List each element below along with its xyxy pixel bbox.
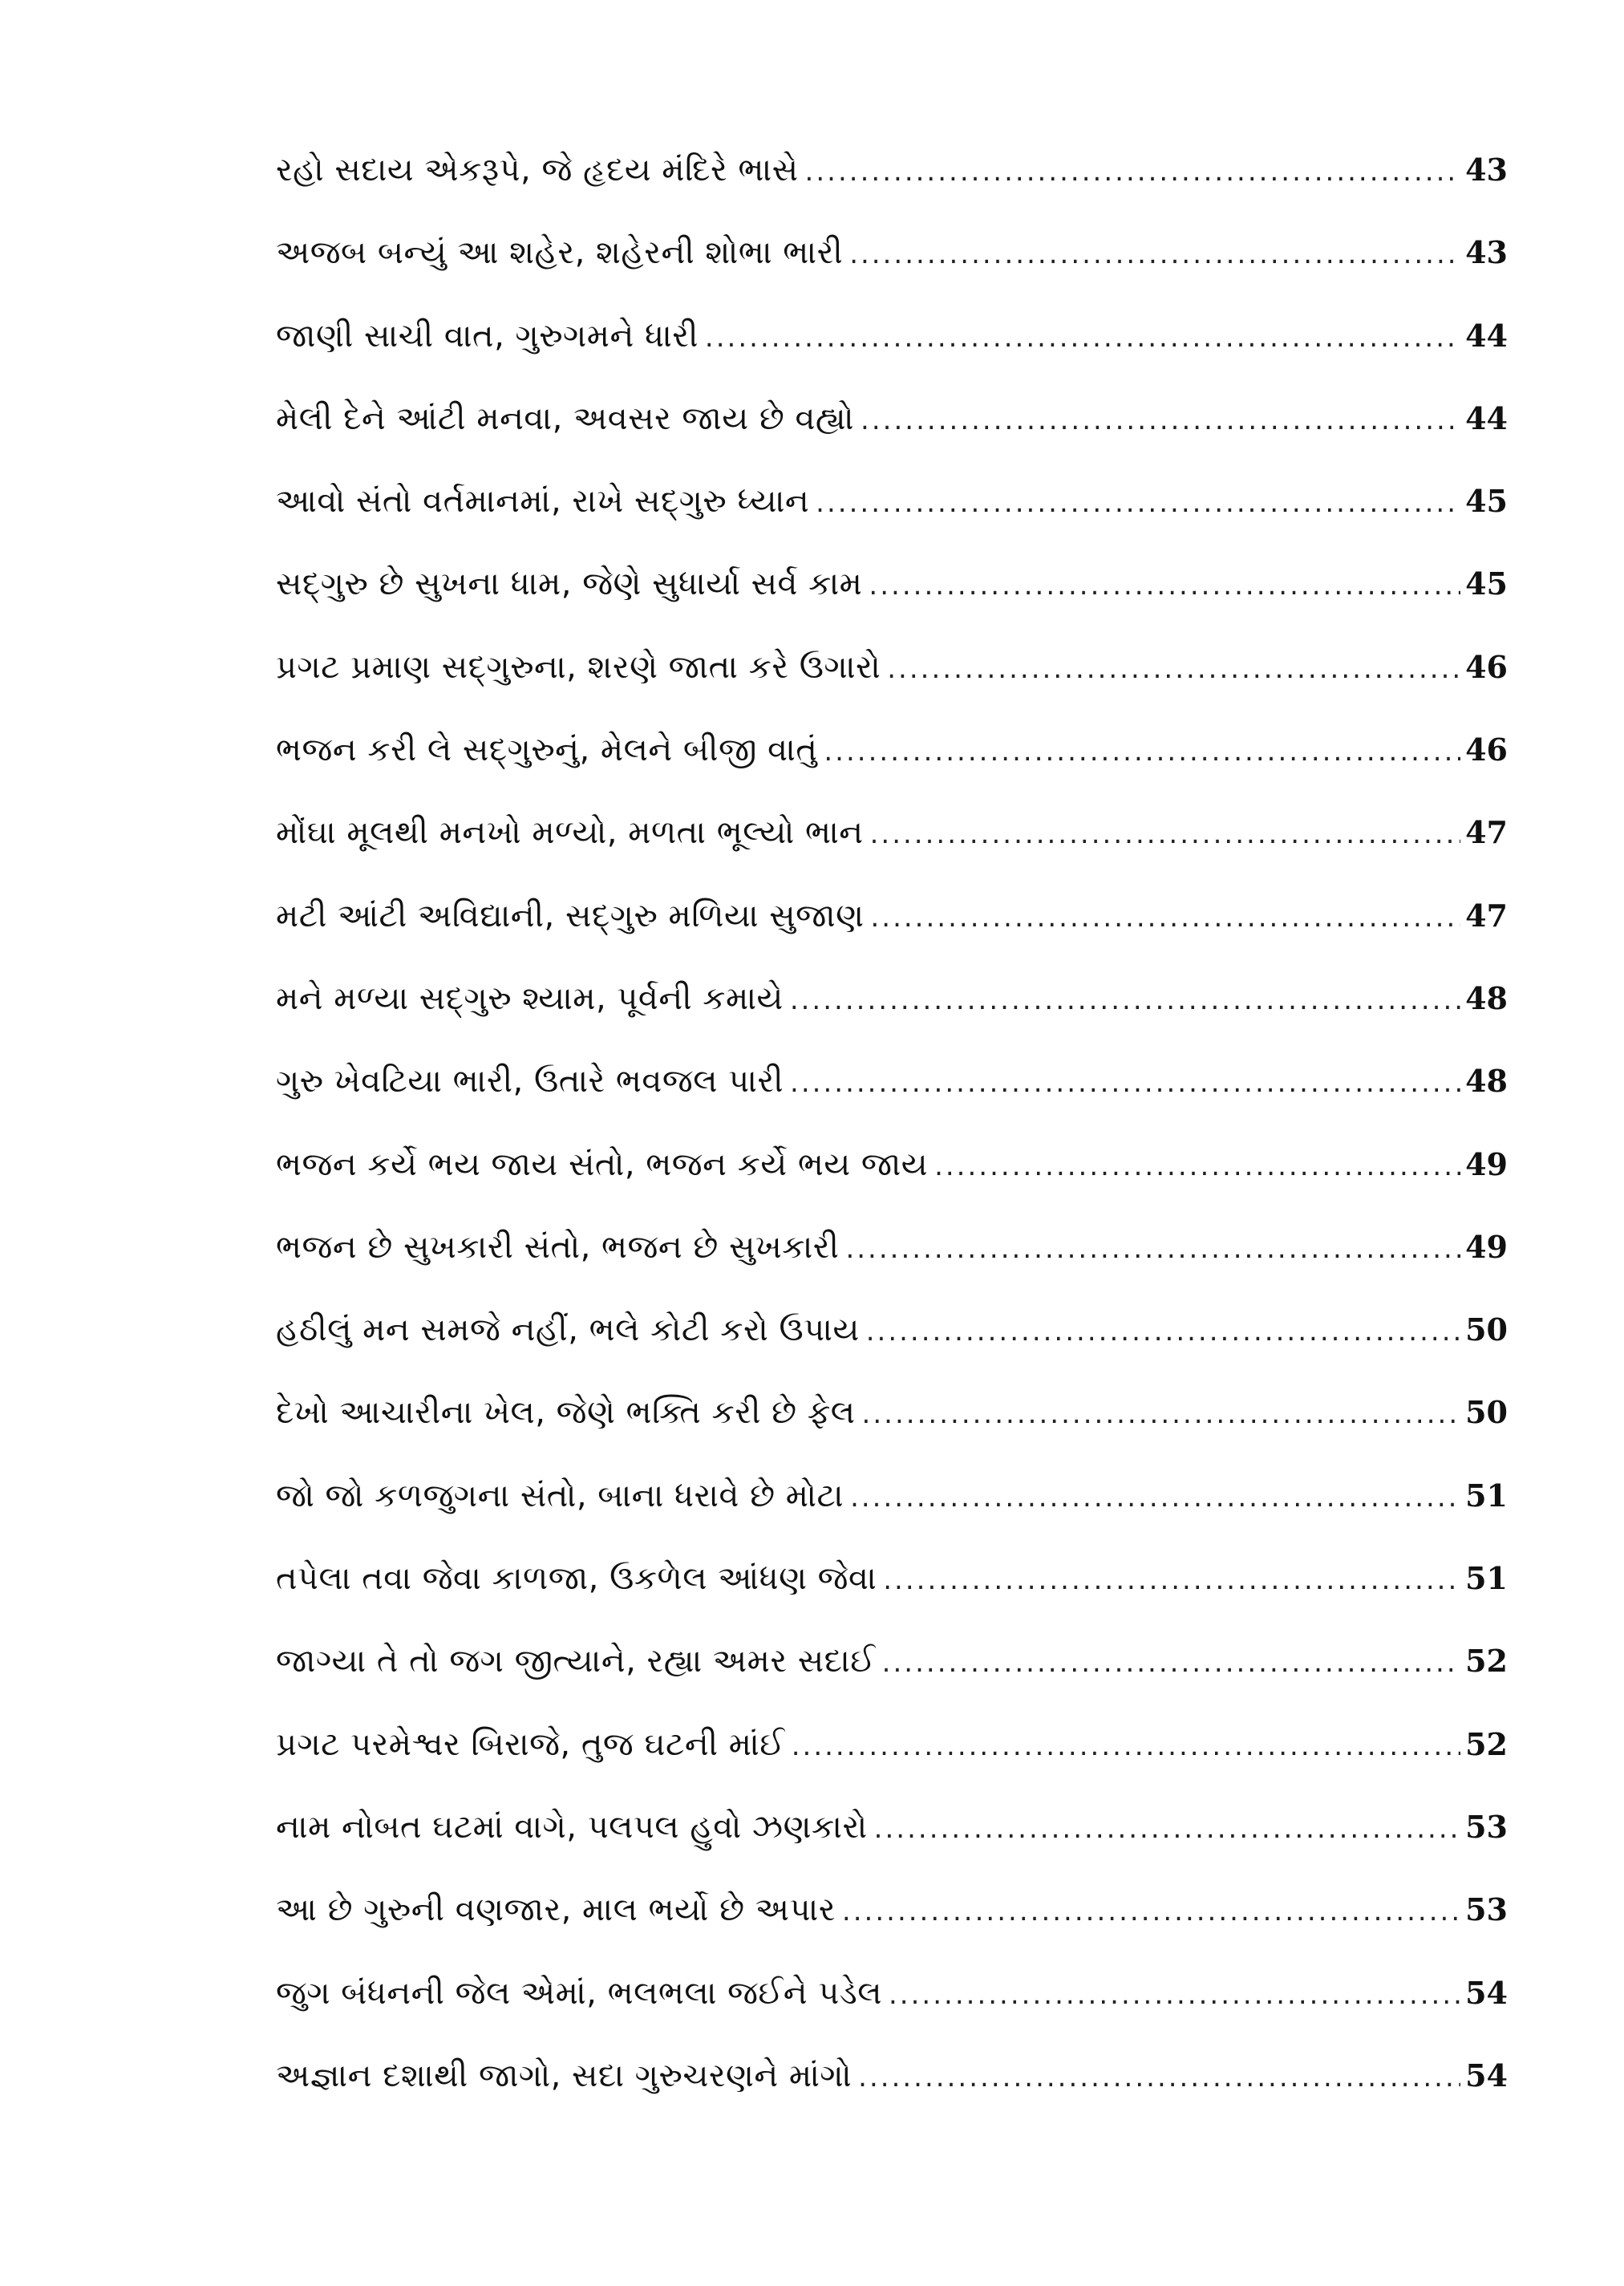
toc-entry-title: જો જો કળજુગના સંતો, બાના ધરાવે છે મોટા — [276, 1477, 844, 1514]
toc-entry-title: હઠીલું મન સમજે નહીં, ભલે કોટી કરો ઉપાય — [276, 1311, 860, 1349]
toc-entry-page: 53 — [1465, 1891, 1508, 1928]
toc-entry-page: 51 — [1465, 1560, 1508, 1597]
toc-entry — [276, 128, 1508, 211]
dot-leader — [792, 1705, 1460, 1788]
dot-leader — [934, 1125, 1460, 1208]
toc-entry — [276, 1537, 1508, 1619]
toc-entry — [276, 626, 1508, 708]
dot-leader — [862, 1373, 1461, 1456]
toc-entry — [276, 1040, 1508, 1122]
toc-entry — [276, 957, 1508, 1040]
toc-entry-page: 53 — [1465, 1808, 1508, 1845]
toc-entry-title: મને મળ્યા સદ્‌ગુરુ શ્યામ, પૂર્વની કમાયે — [276, 979, 784, 1017]
toc-entry-title: જાણી સાચી વાત, ગુરુગમને ધારી — [276, 317, 699, 355]
toc-entry-page: 49 — [1465, 1228, 1508, 1265]
toc-entry-page: 45 — [1465, 565, 1508, 602]
dot-leader — [866, 1291, 1460, 1373]
dot-leader — [874, 1788, 1460, 1871]
toc-entry — [276, 211, 1508, 294]
toc-entry — [276, 708, 1508, 791]
toc-entry-title: આવો સંતો વર્તમાનમાં, રાખે સદ્‌ગુરુ ધ્યાન — [276, 483, 810, 521]
dot-leader — [790, 959, 1460, 1042]
toc-entry-title: તપેલા તવા જેવા કાળજા, ઉકળેલ આંધણ જેવા — [276, 1560, 877, 1598]
dot-leader — [870, 793, 1461, 876]
toc-entry-title: ગુરુ ખેવટિયા ભારી, ઉતારે ભવજલ પારી — [276, 1063, 784, 1100]
toc-entry-page: 46 — [1465, 648, 1508, 685]
dot-leader — [842, 1871, 1460, 1953]
toc-entry — [276, 1454, 1508, 1537]
toc-entry-page: 45 — [1465, 483, 1508, 520]
toc-entry — [276, 1206, 1508, 1288]
toc-entry — [276, 294, 1508, 377]
toc-entry-page: 50 — [1465, 1394, 1508, 1431]
dot-leader — [705, 297, 1460, 379]
toc-entry-title: ભજન કર્યે ભય જાય સંતો, ભજન કર્યે ભય જાય — [276, 1145, 929, 1183]
toc-entry-page: 48 — [1465, 1063, 1508, 1100]
toc-entry-page: 43 — [1465, 152, 1508, 188]
toc-entry — [276, 1785, 1508, 1868]
dot-leader — [861, 379, 1460, 462]
dot-leader — [883, 1539, 1460, 1622]
dot-leader — [824, 711, 1460, 793]
toc-entry-page: 54 — [1465, 1974, 1508, 2011]
toc-entry-page: 52 — [1465, 1725, 1508, 1762]
toc-entry — [276, 1288, 1508, 1371]
toc-entry-title: જાગ્યા તે તો જગ જીત્યાને, રહ્યા અમર સદાઈ — [276, 1643, 876, 1680]
toc-entry — [276, 1123, 1508, 1206]
toc-entry-page: 48 — [1465, 979, 1508, 1016]
toc-entry-page: 49 — [1465, 1145, 1508, 1182]
toc-entry — [276, 1371, 1508, 1453]
toc-entry-title: અજબ બન્યું આ શહેર, શહેરની શોભા ભારી — [276, 234, 844, 272]
toc-entry — [276, 1619, 1508, 1702]
toc-entry-title: સદ્‌ગુરુ છે સુખના ધામ, જેણે સુધાર્યા સર્વ કામ — [276, 565, 863, 603]
toc-entry-title: દેખો આચારીના ખેલ, જેણે ભક્તિ કરી છે ફેલ — [276, 1394, 856, 1432]
dot-leader — [882, 1622, 1460, 1704]
toc-entry-title: મેલી દેને આંટી મનવા, અવસર જાય છે વહ્યો — [276, 399, 855, 437]
table-of-contents — [276, 128, 1508, 2117]
dot-leader — [850, 1457, 1460, 1539]
toc-entry-page: 50 — [1465, 1311, 1508, 1348]
toc-entry-title: અજ્ઞાન દશાથી જાગો, સદા ગુરુચરણને માંગો — [276, 2057, 852, 2094]
toc-entry — [276, 460, 1508, 542]
dot-leader — [858, 2037, 1460, 2119]
toc-entry-title: ભજન છે સુખકારી સંતો, ભજન છે સુખકારી — [276, 1228, 840, 1266]
toc-entry — [276, 2034, 1508, 2117]
toc-entry-title: નામ નોબત ઘટમાં વાગે, પલપલ હુવો ઝણકારો — [276, 1808, 868, 1846]
toc-entry — [276, 542, 1508, 625]
toc-entry-page: 43 — [1465, 234, 1508, 271]
toc-entry-page: 47 — [1465, 814, 1508, 851]
toc-entry-title: રહો સદાય એકરૂપે, જે હૃદય મંદિરે ભાસે — [276, 152, 799, 188]
dot-leader — [887, 628, 1460, 711]
toc-entry-title: ભજન કરી લે સદ્‌ગુરુનું, મેલને બીજી વાતું — [276, 732, 818, 769]
toc-entry-title: પ્રગટ પરમેશ્વર બિરાજે, તુજ ઘટની માંઈ — [276, 1725, 785, 1763]
dot-leader — [845, 1208, 1460, 1291]
toc-entry-page: 44 — [1465, 399, 1508, 436]
toc-entry — [276, 791, 1508, 873]
toc-entry-page: 47 — [1465, 897, 1508, 934]
dot-leader — [805, 131, 1461, 213]
toc-entry — [276, 874, 1508, 957]
toc-entry-title: મટી આંટી અવિદ્યાની, સદ્‌ગુરુ મળિયા સુજાણ — [276, 897, 865, 934]
dot-leader — [889, 1954, 1460, 2037]
dot-leader — [790, 1042, 1460, 1125]
toc-entry-title: મોંઘા મૂલથી મનખો મળ્યો, મળતા ભૂલ્યો ભાન — [276, 814, 864, 852]
toc-entry — [276, 1703, 1508, 1785]
toc-entry-title: પ્રગટ પ્રમાણ સદ્‌ગુરુના, શરણે જાતા કરે ઉગારો — [276, 648, 881, 686]
dot-leader — [869, 545, 1460, 627]
dot-leader — [870, 877, 1460, 959]
toc-entry-page: 54 — [1465, 2057, 1508, 2093]
toc-entry-page: 52 — [1465, 1643, 1508, 1680]
toc-entry — [276, 1868, 1508, 1951]
dot-leader — [816, 462, 1460, 545]
toc-entry-page: 46 — [1465, 732, 1508, 768]
toc-entry — [276, 377, 1508, 460]
toc-entry — [276, 1952, 1508, 2034]
dot-leader — [849, 213, 1460, 296]
toc-entry-title: જુગ બંધનની જેલ એમાં, ભલભલા જઈને પડેલ — [276, 1974, 882, 2012]
toc-entry-title: આ છે ગુરુની વણજાર, માલ ભર્યો છે અપાર — [276, 1891, 836, 1929]
toc-entry-page: 51 — [1465, 1477, 1508, 1514]
toc-entry-page: 44 — [1465, 317, 1508, 354]
